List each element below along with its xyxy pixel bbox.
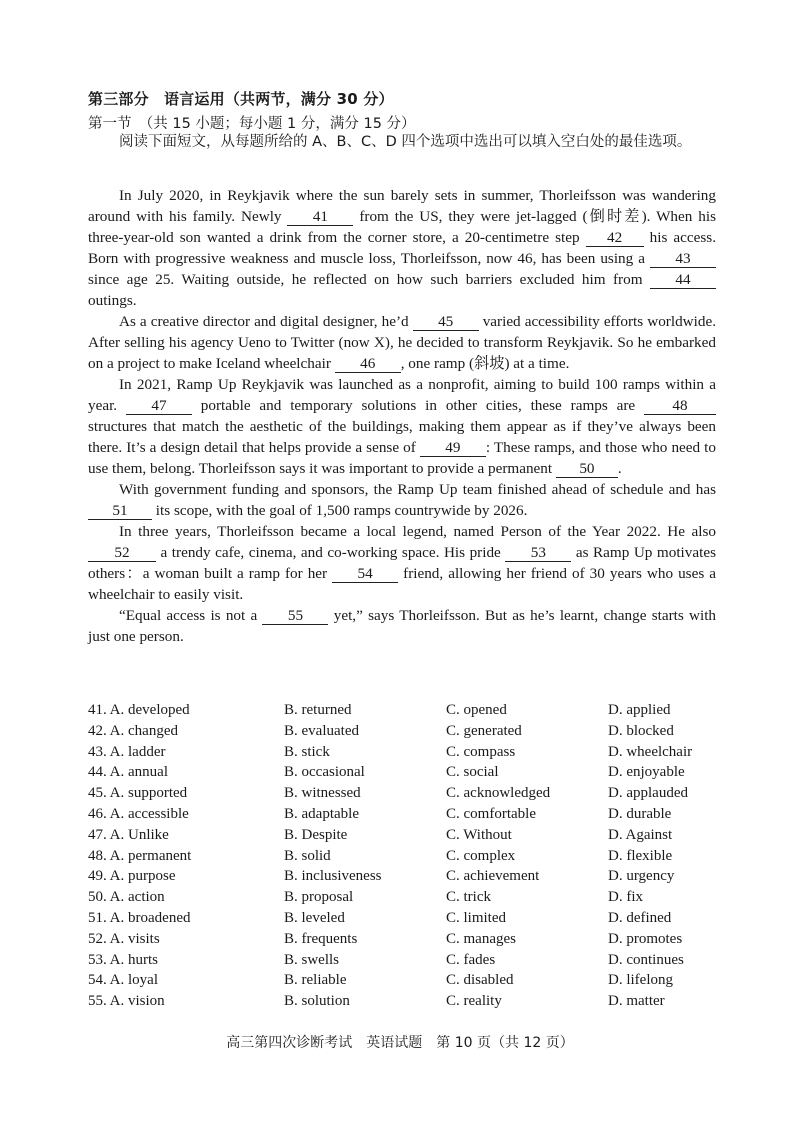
option-d: D. matter [608,993,665,1010]
text: In 2021, Ramp Up Reykjavik was launched as a nonprofit, aiming to build 100 ramps within a year. [88,376,716,414]
option-c: C. comfortable [446,805,536,822]
option-c: C. fades [446,951,496,968]
text: With government funding and sponsors, the Ramp Up team finished ahead of schedule and has [119,481,716,498]
text: portable and temporary solutions in other cities, these ramps are [191,397,645,414]
option-d: D. applauded [608,785,688,802]
option-a: 52. A. visits [88,930,160,947]
option-b: B. swells [284,951,340,968]
blank-55: 55 [262,608,328,625]
blank-41: 41 [287,209,353,226]
blank-50: 50 [556,461,618,478]
option-b: B. solution [284,993,350,1010]
option-d: D. durable [608,805,672,822]
text: varied accessibility efforts worldwide. After selling his agency Ueno to Twitter (now X), he decided to transform Reykjavik. So he embarked on a project to make Iceland wheelchair [88,313,716,372]
option-row-54 [88,970,728,991]
option-c: C. acknowledged [446,785,551,802]
text: . [617,460,622,477]
option-a: 55. A. vision [88,993,165,1010]
text: his access. Born with progressive weakness and muscle loss, Thorleifsson, now 46, has been using a [88,229,716,267]
option-b: B. leveled [284,909,345,926]
option-d: D. fix [608,889,643,906]
option-a: 51. A. broadened [88,909,191,926]
option-a: 45. A. supported [88,785,188,802]
blank-53: 53 [505,545,571,562]
text: structures that match the aesthetic of the buildings, making them appear as if they’ve always been there. It’s a design detail that helps provide a sense of [88,418,716,456]
blank-47: 47 [126,398,192,415]
paragraph-4 [88,479,716,521]
blank-43: 43 [650,251,716,268]
option-b: B. stick [284,743,330,760]
option-row-44 [88,762,728,783]
option-d: D. urgency [608,868,675,885]
option-a: 47. A. Unlike [88,826,169,843]
option-a: 53. A. hurts [88,951,159,968]
option-c: C. opened [446,702,507,718]
option-row-48 [88,846,728,867]
option-b: B. proposal [284,889,354,906]
option-c: C. compass [446,743,516,760]
option-d: D. flexible [608,847,673,864]
option-d: D. continues [608,951,684,968]
option-b: B. returned [284,702,352,718]
option-row-41 [88,700,728,721]
option-c: C. disabled [446,972,514,989]
blank-48: 48 [644,398,716,415]
option-d: D. applied [608,702,671,718]
option-a: 50. A. action [88,889,165,906]
option-d: D. blocked [608,722,674,739]
option-d: D. promotes [608,930,683,947]
blank-49: 49 [420,440,486,457]
option-d: D. Against [608,826,673,843]
option-a: 44. A. annual [88,764,168,781]
option-d: D. lifelong [608,972,673,989]
blank-51: 51 [88,503,152,520]
text: its scope, with the goal of 1,500 ramps countrywide by 2026. [152,502,528,519]
option-b: B. evaluated [284,722,359,739]
option-d: D. enjoyable [608,764,685,781]
option-b: B. Despite [284,826,348,843]
option-b: B. frequents [284,930,358,947]
option-row-43 [88,742,728,763]
text: : These ramps, and those who need to use them, belong. Thorleifsson says it was important to provide a permanent [88,439,716,477]
text: yet,” says Thorleifsson. But as he’s learnt, change starts with just one person. [88,607,717,645]
option-row-53 [88,950,728,971]
text: , one ramp (斜坡) at a time. [400,355,570,372]
cloze-passage [88,185,716,647]
subsection-title: 第一节 （共 15 小题；每小题 1 分，满分 15 分） [88,116,416,132]
text: outings. [88,292,137,309]
option-a: 48. A. permanent [88,847,192,864]
blank-45: 45 [413,314,479,331]
option-b: B. reliable [284,972,347,989]
option-a: 42. A. changed [88,722,178,739]
text: since age 25. Waiting outside, he reflected on how such barriers excluded him from [88,271,650,288]
text: In July 2020, in Reykjavik where the sun barely sets in summer, Thorleifsson was wandering around with his family. Newly [88,187,716,225]
text: as Ramp Up motivates others：a woman built a ramp for her [88,544,716,582]
text: from the US, they were jet-lagged (倒时差). When his three-year-old son wanted a drink from the corner store, a 20-centimetre step [88,208,716,246]
option-b: B. solid [284,847,331,864]
option-row-45 [88,783,728,804]
option-row-47 [88,825,728,846]
option-row-50 [88,887,728,908]
blank-44: 44 [650,272,716,289]
option-a: 54. A. loyal [88,972,158,989]
option-c: C. complex [446,847,516,864]
option-row-49 [88,866,728,887]
option-c: C. manages [446,930,516,947]
section-title: 第三部分 语言运用（共两节，满分 30 分） [88,90,394,108]
option-c: C. social [446,764,499,781]
option-b: B. inclusiveness [284,868,382,885]
option-d: D. defined [608,909,672,926]
page-footer: 高三第四次诊断考试 英语试题 第 10 页（共 12 页） [226,1035,574,1051]
option-a: 41. A. developed [88,702,190,718]
option-d: D. wheelchair [608,743,693,760]
option-a: 46. A. accessible [88,805,189,822]
option-row-55 [88,991,728,1012]
option-b: B. occasional [284,764,365,781]
paragraph-2 [88,311,716,374]
text: As a creative director and digital designer, he’d [119,313,413,330]
blank-42: 42 [586,230,644,247]
option-c: C. reality [446,993,502,1010]
paragraph-3 [88,374,716,479]
option-c: C. generated [446,722,522,739]
option-b: B. adaptable [284,805,359,822]
option-c: C. achievement [446,868,540,885]
paragraph-5 [88,521,716,605]
text: In three years, Thorleifsson became a local legend, named Person of the Year 2022. He also [119,523,716,540]
option-row-52 [88,929,728,950]
option-row-46 [88,804,728,825]
instructions: 阅读下面短文，从每题所给的 A、B、C、D 四个选项中选出可以填入空白处的最佳选项。 [119,134,692,150]
option-c: C. Without [446,826,512,843]
paragraph-6 [88,605,716,647]
option-row-42 [88,721,728,742]
option-a: 43. A. ladder [88,743,166,760]
option-a: 49. A. purpose [88,868,176,885]
blank-46: 46 [335,356,401,373]
answer-options [88,700,728,1012]
blank-54: 54 [332,566,398,583]
text: friend, allowing her friend of 30 years who uses a wheelchair to easily visit. [88,565,716,603]
option-c: C. limited [446,909,506,926]
paragraph-1 [88,185,716,311]
option-b: B. witnessed [284,785,361,802]
text: “Equal access is not a [119,607,263,624]
blank-52: 52 [88,545,156,562]
text: a trendy cafe, cinema, and co-working space. His pride [156,544,506,561]
option-row-51 [88,908,728,929]
option-c: C. trick [446,889,491,906]
